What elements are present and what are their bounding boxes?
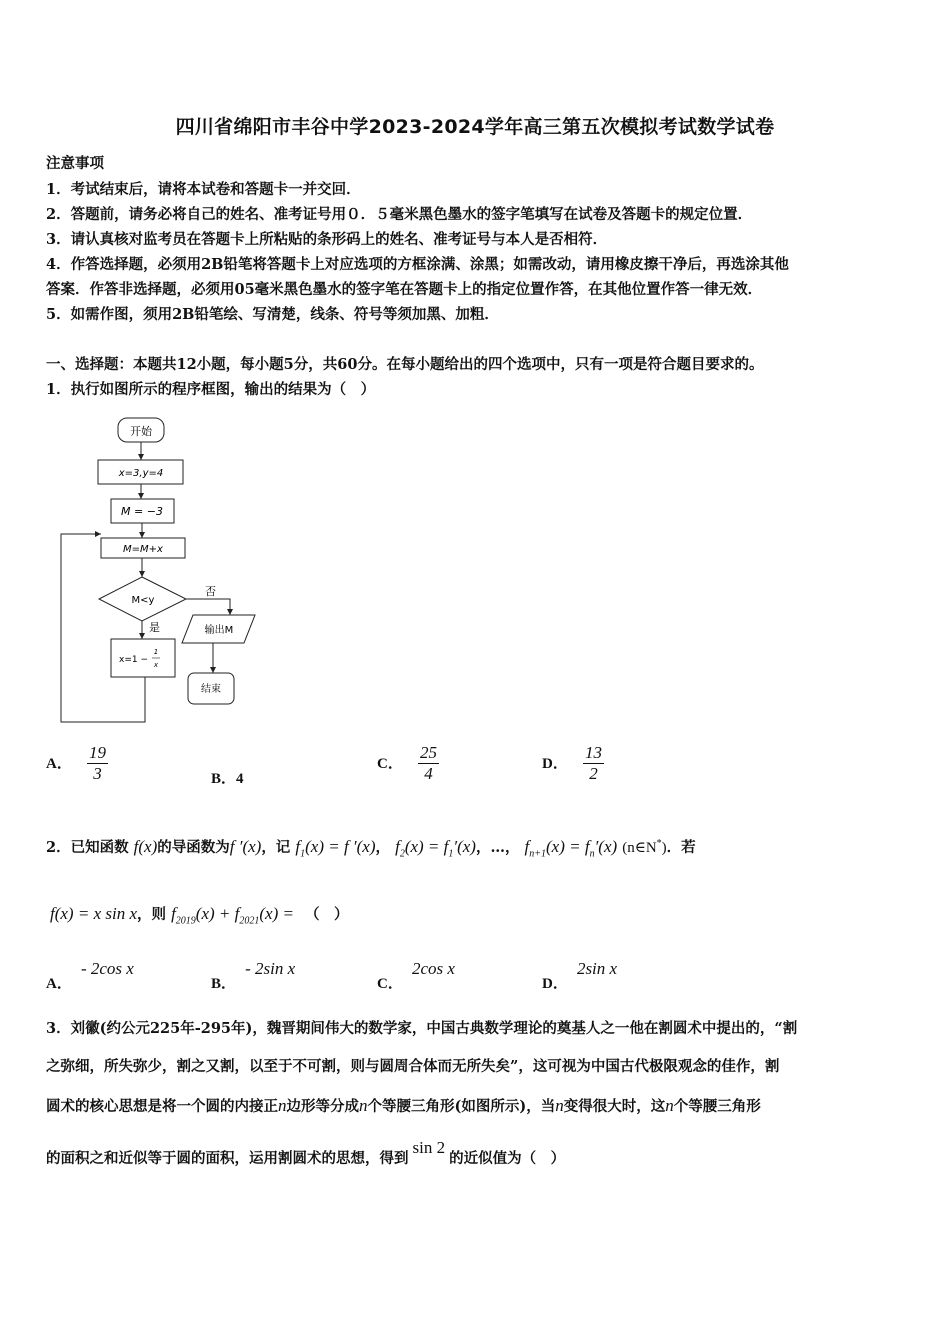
flow-no-label: 否 xyxy=(205,585,216,598)
option-label: C． xyxy=(377,756,403,772)
q2-cond-end: ) xyxy=(661,840,667,856)
notice-item: 5．如需作图，须用2B铅笔绘、写清楚，线条、符号等须加黑、加粗． xyxy=(46,306,499,323)
q2-f1: f xyxy=(295,837,301,856)
q2-mid2: ，记 xyxy=(261,839,291,856)
q3-line4b: 的近似值为（ ） xyxy=(449,1150,566,1167)
q2-f2: f xyxy=(395,837,400,856)
q2-sum-mid: (x) + f xyxy=(195,904,240,923)
option-value: - 2sin x xyxy=(245,959,296,978)
q2-eq2: (x) = f xyxy=(404,837,449,856)
notice-item: 2．答题前，请务必将自己的姓名、准考证号用０．５毫米黑色墨水的签字笔填写在试卷及答题卡的规定位置． xyxy=(46,206,753,223)
q3-n: n xyxy=(665,1096,674,1115)
q2-f2-sub: 2 xyxy=(399,848,405,860)
fraction-numerator: 19 xyxy=(88,743,106,762)
q2-fpx: f ′(x) xyxy=(229,837,262,856)
question-1-text: 1．执行如图所示的程序框图，输出的结果为（ ） xyxy=(46,381,376,398)
notice-item: 3．请认真核对监考员在答题卡上所粘贴的条形码上的姓名、准考证号与本人是否相符． xyxy=(46,231,608,248)
q3-line3b: 边形等分成 xyxy=(286,1098,359,1115)
q2-sum-sub2: 2021 xyxy=(239,915,260,927)
flowchart xyxy=(55,412,265,732)
question-3-line-4 xyxy=(46,1138,906,1168)
q3-line3a: 圆术的核心思想是将一个圆的内接正 xyxy=(46,1098,278,1115)
fraction-denominator: 3 xyxy=(87,763,108,784)
q2-comma1: ， xyxy=(375,839,391,856)
q3-line4a: 的面积之和近似等于圆的面积，运用割圆术的思想，得到 xyxy=(46,1150,409,1167)
q2-line2-then: ，则 xyxy=(137,906,166,923)
q2-fn1-sub: n+1 xyxy=(529,848,547,860)
q2-prefix: 2．已知函数 xyxy=(46,839,129,856)
flow-assign-den: x xyxy=(153,661,159,669)
question-2-line-1 xyxy=(46,836,696,859)
option-label: C． xyxy=(377,976,403,992)
flow-yes-label: 是 xyxy=(149,621,160,634)
option-label: D． xyxy=(542,756,568,772)
q2-eq2-end: ′(x) xyxy=(453,837,476,856)
option-label: A． xyxy=(46,756,72,772)
q2-eq1: (x) = f ′(x) xyxy=(305,837,376,856)
option-value: 2cos x xyxy=(411,959,455,978)
flow-init-label: x=3,y=4 xyxy=(118,468,164,479)
notice-heading: 注意事项 xyxy=(46,155,104,172)
option-label: D． xyxy=(542,976,568,992)
flow-start-label: 开始 xyxy=(130,425,152,438)
fraction xyxy=(583,743,604,784)
flow-output-label: 输出M xyxy=(204,625,234,636)
flow-cond-label: M<y xyxy=(131,595,155,606)
flow-update-label: M=M+x xyxy=(123,544,163,555)
q3-line3c: 个等腰三角形(如图所示)，当 xyxy=(367,1098,556,1115)
option-label: B． xyxy=(211,771,237,787)
notice-item: 1．考试结束后，请将本试卷和答题卡一并交回． xyxy=(46,181,361,198)
option-a xyxy=(46,743,108,784)
q2-fn1: f xyxy=(524,837,530,856)
q3-sin2: sin 2 xyxy=(412,1138,446,1157)
q2-option-d xyxy=(542,958,618,992)
q2-mid1: 的导函数为 xyxy=(157,839,230,856)
q2-eqn-sub: n xyxy=(589,848,595,860)
q2-eqn-end: ′(x) xyxy=(594,837,618,856)
option-c xyxy=(377,743,439,784)
option-value: 4 xyxy=(236,771,244,787)
q3-n: n xyxy=(278,1096,287,1115)
q2-fx: f(x) xyxy=(133,837,158,856)
option-label: B． xyxy=(211,976,237,992)
q2-eqn: (x) = f xyxy=(546,837,590,856)
option-value: - 2cos x xyxy=(80,959,134,978)
fraction-numerator: 25 xyxy=(419,743,437,762)
flow-assign-num: 1 xyxy=(153,648,159,656)
option-value: 2sin x xyxy=(576,959,618,978)
q3-line3d: 变得很大时，这 xyxy=(563,1098,666,1115)
q2-eq2-sub: 1 xyxy=(448,848,454,860)
q3-n: n xyxy=(359,1096,368,1115)
q2-option-c xyxy=(377,958,455,992)
fraction xyxy=(87,743,108,784)
q3-n: n xyxy=(555,1096,564,1115)
q2-option-a xyxy=(46,958,134,992)
q3-line3e: 个等腰三角形 xyxy=(673,1098,761,1115)
question-3-line-1: 3．刘徽(约公元225年-295年)，魏晋期间伟大的数学家，中国古典数学理论的奠基人之一他在割圆术中提出的，“割 xyxy=(46,1020,798,1037)
option-label: A． xyxy=(46,976,72,992)
q2-option-b xyxy=(211,958,296,992)
q2-blank: （ ） xyxy=(305,906,349,923)
option-d xyxy=(542,743,604,784)
notice-item: 4．作答选择题，必须用2B铅笔将答题卡上对应选项的方框涂满、涂黑；如需改动，请用橡皮擦干净后，再选涂其他 xyxy=(46,256,789,273)
fraction-numerator: 13 xyxy=(584,743,602,762)
q2-f1-sub: 1 xyxy=(300,848,306,860)
q2-sum-f: f xyxy=(171,904,176,923)
notice-item: 答案．作答非选择题，必须用05毫米黑色墨水的签字笔在答题卡上的指定位置作答，在其他位置作答一律无效． xyxy=(46,281,763,298)
q2-line2-f: f(x) = x sin x xyxy=(50,904,137,923)
q2-sum-sub1: 2019 xyxy=(175,915,196,927)
question-3-line-2: 之弥细，所失弥少，割之又割，以至于不可割，则与圆周合体而无所失矣”，这可视为中国古代极限观念的佳作，割 xyxy=(46,1058,780,1075)
flow-assign-label: x=1 − xyxy=(119,655,148,665)
flow-m-init-label: M = −3 xyxy=(121,505,163,518)
question-3-line-3 xyxy=(46,1096,906,1116)
q2-sum-end: (x) = xyxy=(259,904,294,923)
fraction-denominator: 2 xyxy=(583,763,604,784)
fraction xyxy=(418,743,439,784)
page-title: 四川省绵阳市丰谷中学2023-2024学年高三第五次模拟考试数学试卷 xyxy=(175,116,775,138)
fraction-denominator: 4 xyxy=(418,763,439,784)
q2-tail: ．若 xyxy=(666,839,696,856)
option-b xyxy=(211,767,244,788)
section-heading: 一、选择题：本题共12小题，每小题5分，共60分。在每小题给出的四个选项中，只有一项是符合题目要求的。 xyxy=(46,356,764,373)
question-2-line-2 xyxy=(46,903,349,926)
q2-dots: ，…， xyxy=(475,839,520,856)
q2-cond-sup: * xyxy=(656,838,662,849)
q2-cond: (n∈N xyxy=(622,840,657,856)
flow-end-label: 结束 xyxy=(201,684,221,695)
